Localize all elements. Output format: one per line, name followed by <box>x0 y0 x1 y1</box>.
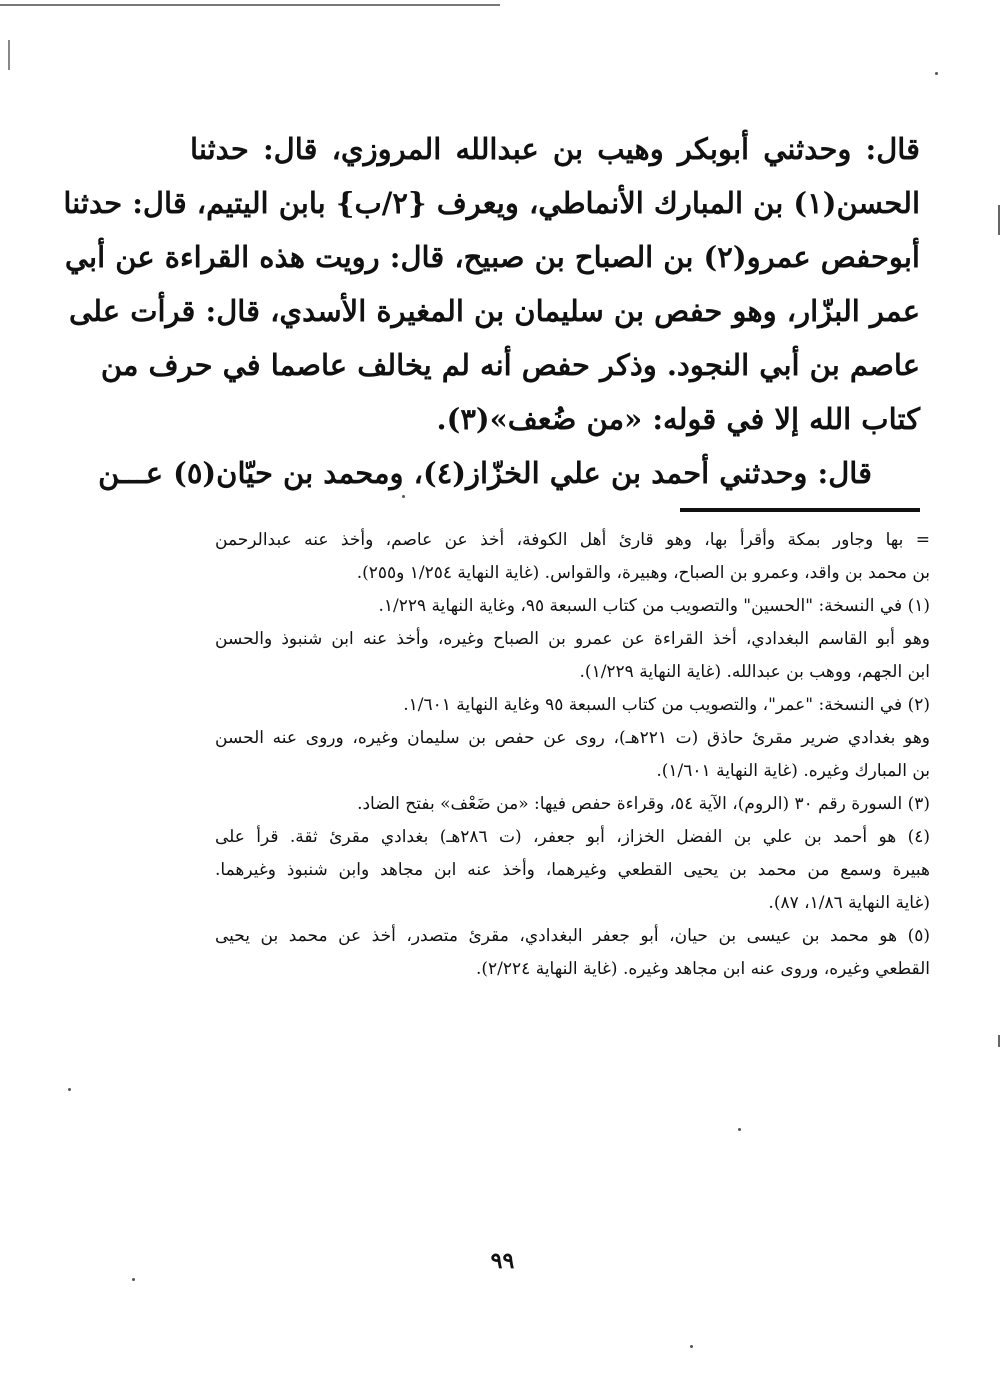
main-text-line: الحسن(١) بن المبارك الأنماطي، ويعرف {٢/ب} بابن اليتيم، قال: حدثنا <box>63 186 920 220</box>
footnote-separator <box>680 508 920 512</box>
main-text-line: قال: وحدثني أبوبكر وهيب بن عبدالله المروزي، قال: حدثنا <box>190 132 920 166</box>
footnote-line: (٤) هو أحمد بن علي بن الفضل الخزاز، أبو جعفر، (ت ٢٨٦هـ) بغدادي مقرئ ثقة. قرأ على <box>215 827 930 847</box>
footnote-line: (غاية النهاية ١/٨٦، ٨٧). <box>768 893 930 913</box>
footnote-line: ابن الجهم، ووهب بن عبدالله. (غاية النهاية ١/٢٢٩). <box>579 662 930 682</box>
footnote-line: وهو بغدادي ضرير مقرئ حاذق (ت ٢٢١هـ)، روى عن حفص بن سليمان وغيره، وروى عنه الحسن <box>215 728 930 748</box>
scan-speck <box>690 1345 693 1348</box>
footnote-line: بن المبارك وغيره. (غاية النهاية ١/٦٠١). <box>656 761 930 781</box>
scan-margin-mark <box>998 1035 1000 1047</box>
scan-speck <box>738 1128 741 1131</box>
main-text-line: كتاب الله إلا في قوله: «من ضُعف»(٣). <box>436 402 920 436</box>
scan-speck <box>68 1088 71 1091</box>
main-text-line: عمر البزّار، وهو حفص بن سليمان بن المغيرة الأسدي، قال: قرأت على <box>69 294 920 328</box>
footnote-line: (٥) هو محمد بن عيسى بن حيان، أبو جعفر البغدادي، مقرئ متصدر، أخذ عن محمد بن يحيى <box>215 926 930 946</box>
scan-margin-mark <box>998 205 1000 235</box>
scan-speck <box>935 72 938 75</box>
footnotes-block <box>215 524 930 986</box>
main-text-block <box>63 122 920 500</box>
footnote-line: هبيرة وسمع من محمد بن يحيى القطعي وغيرهما، وأخذ عنه ابن مجاهد وابن شنبوذ وغيرهما. <box>215 860 930 880</box>
footnote-line: بن محمد بن واقد، وعمرو بن الصباح، وهبيرة، والقواس. (غاية النهاية ١/٢٥٤ و٢٥٥). <box>356 563 930 583</box>
footnote-line: وهو أبو القاسم البغدادي، أخذ القراءة عن عمرو بن الصباح وغيره، وأخذ عنه ابن شنبوذ والحسن <box>215 629 930 649</box>
footnote-line: (٣) السورة رقم ٣٠ (الروم)، الآية ٥٤، وقراءة حفص فيها: «من ضَعْف» بفتح الضاد. <box>357 794 930 814</box>
scan-top-rule <box>0 4 500 6</box>
main-text-line: قال: وحدثني أحمد بن علي الخزّاز(٤)، ومحمد بن حيّان(٥) عـــن <box>98 456 872 490</box>
footnote-line: (٢) في النسخة: "عمر"، والتصويب من كتاب السبعة ٩٥ وغاية النهاية ١/٦٠١. <box>403 695 930 715</box>
scan-speck <box>132 1278 135 1281</box>
main-text-line: عاصم بن أبي النجود. وذكر حفص أنه لم يخالف عاصما في حرف من <box>100 348 920 382</box>
main-text-line: أبوحفص عمرو(٢) بن الصباح بن صبيح، قال: رويت هذه القراءة عن أبي <box>64 240 920 274</box>
footnote-line: (١) في النسخة: "الحسين" والتصويب من كتاب السبعة ٩٥، وغاية النهاية ١/٢٢٩. <box>378 596 930 616</box>
page-number: ٩٩ <box>490 1248 515 1274</box>
footnote-line: القطعي وغيره، وروى عنه ابن مجاهد وغيره. (غاية النهاية ٢/٢٢٤). <box>476 959 930 979</box>
scan-margin-mark <box>8 40 10 70</box>
footnote-line: = بها وجاور بمكة وأقرأ بها، وهو قارئ أهل الكوفة، أخذ عن عاصم، وأخذ عنه عبدالرحمن <box>215 530 930 550</box>
